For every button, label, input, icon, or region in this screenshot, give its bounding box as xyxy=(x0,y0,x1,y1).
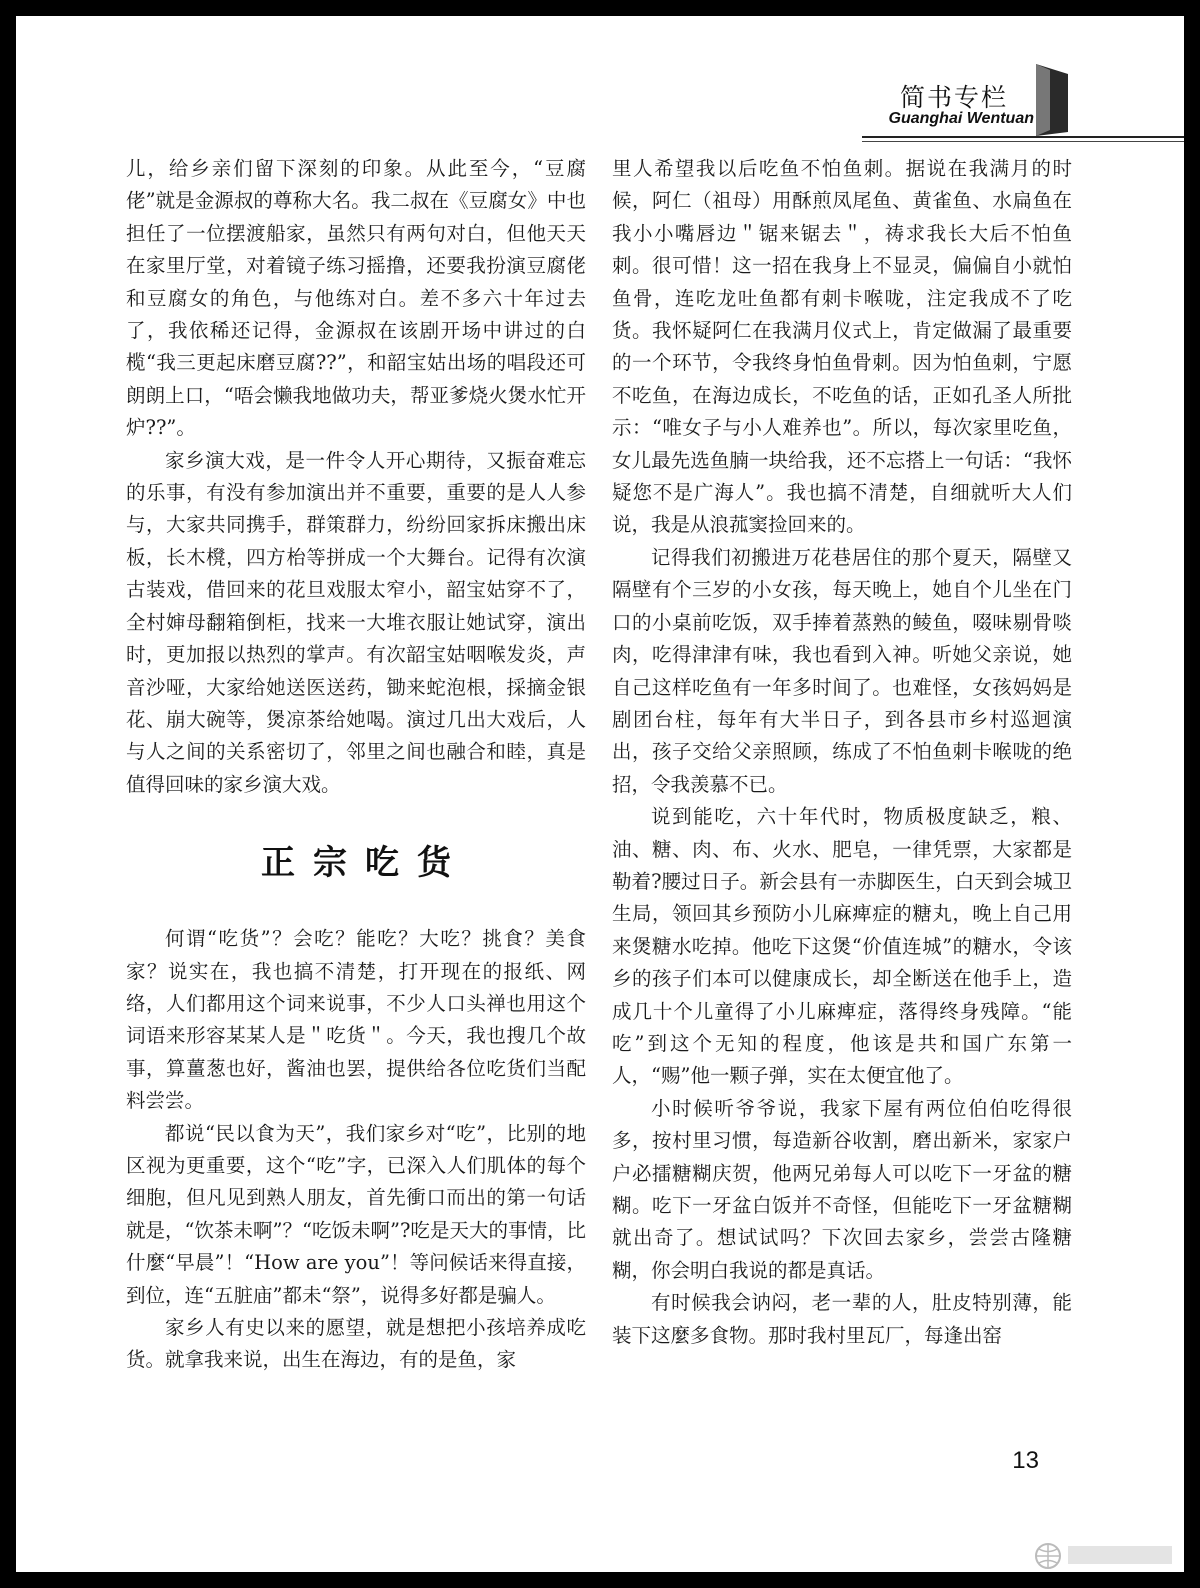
column-header xyxy=(864,64,1184,144)
paragraph: 何谓“吃货”？会吃？能吃？大吃？挑食？美食家？说实在，我也搞不清楚，打开现在的报纸、网络，人们都用这个词来说事，不少人口头禅也用这个词语来形容某某人是＂吃货＂。今天，我也搜几个故事，算薑葱也好，酱油也罢，提供给各位吃货们当配料尝尝。 xyxy=(126,927,586,1113)
book-corner-icon xyxy=(1032,64,1072,136)
paragraph: 有时候我会讷闷，老一辈的人，肚皮特别薄，能装下这麼多食物。那时我村里瓦厂，每逢出窑 xyxy=(612,1291,1072,1347)
watermark-logo-icon xyxy=(1028,1538,1178,1570)
paragraph: 家乡人有史以来的愿望，就是想把小孩培养成吃货。就拿我来说，出生在海边，有的是鱼，家 xyxy=(126,1316,586,1372)
page-number: 13 xyxy=(1012,1447,1039,1474)
section-title: 正宗吃货 xyxy=(261,843,469,884)
column-title: 简书专栏 xyxy=(899,83,1008,112)
paragraph: 小时候听爷爷说，我家下屋有两位伯伯吃得很多，按村里习惯，每造新谷收割，磨出新米，家家户户必擂糖糊庆贺，他两兄弟每人可以吃下一牙盆的糖糊。吃下一牙盆白饭并不奇怪，但能吃下一牙盆糖糊就出奇了。想试试吗？下次回去家乡，尝尝古隆糖糊，你会明白我说的都是真话。 xyxy=(612,1096,1072,1282)
column-subtitle: Guanghai Wentuan xyxy=(888,110,1034,127)
paragraph: 家乡演大戏，是一件令人开心期待，又振奋难忘的乐事，有没有参加演出并不重要，重要的是人人参与，大家共同携手，群策群力，纷纷回家拆床搬出床板，长木櫈，四方枱等拼成一个大舞台。记得有次演古装戏，借回来的花旦戏服太窄小，韶宝姑穿不了，全村婶母翻箱倒柜，找来一大堆衣服让她试穿，演出时，更加报以热烈的掌声。有次韶宝姑咽喉发炎，声音沙哑，大家给她送医送药，锄来蛇泡根，採摘金银花、崩大碗等，煲凉茶给她喝。演过几出大戏后，人与人之间的关系密切了，邻里之间也融合和睦，真是值得回味的家乡演大戏。 xyxy=(126,448,586,796)
paragraph: 儿，给乡亲们留下深刻的印象。从此至今，“豆腐佬”就是金源叔的尊称大名。我二叔在《豆腐女》中也担任了一位摆渡船家，虽然只有两句对白，但他天天在家里厅堂，对着镜子练习摇撸，还要我扮演豆腐佬和豆腐女的角色，与他练对白。差不多六十年过去了，我依稀还记得，金源叔在该剧开场中讲过的白榄“我三更起床磨豆腐??”，和韶宝姑出场的唱段还可朗朗上口，“唔会懒我地做功夫，帮亚爹烧火煲水忙开炉??”。 xyxy=(126,157,586,440)
paragraph: 说到能吃，六十年代时，物质极度缺乏，粮、油、糖、肉、布、火水、肥皂，一律凭票，大家都是勒着?腰过日子。新会县有一赤脚医生，白天到会城卫生局，领回其乡预防小儿麻痺症的糖丸，晚上自己用来煲糖水吃掉。他吃下这煲“价值连城”的糖水，令该乡的孩子们本可以健康成长，却全断送在他手上，造成几十个儿童得了小儿麻痺症，落得终身残障。“能吃”到这个无知的程度，他该是共和国广东第一人，“赐”他一颗子弹，实在太便宜他了。 xyxy=(612,805,1072,1088)
paragraph: 里人希望我以后吃鱼不怕鱼刺。据说在我满月的时候，阿仁（祖母）用酥煎凤尾鱼、黄雀鱼、水扁鱼在我小小嘴唇边＂锯来锯去＂，祷求我长大后不怕鱼刺。很可惜！这一招在我身上不显灵，偏偏自小就怕鱼骨，连吃龙吐鱼都有刺卡喉咙，注定我成不了吃货。我怀疑阿仁在我满月仪式上，肯定做漏了最重要的一个环节，令我终身怕鱼骨刺。因为怕鱼刺，宁愿不吃鱼，在海边成长，不吃鱼的话，正如孔圣人所批示：“唯女子与小人难养也”。所以，每次家里吃鱼，女儿最先选鱼腩一块给我，还不忘搭上一句话：“我怀疑您不是广海人”。我也搞不清楚，自细就听大人们说，我是从浪菰窦捡回来的。 xyxy=(612,157,1072,537)
header-rule xyxy=(862,136,1184,138)
paragraph: 记得我们初搬进万花巷居住的那个夏天，隔壁又隔壁有个三岁的小女孩，每天晚上，她自个儿坐在门口的小桌前吃饭，双手捧着蒸熟的鲮鱼，啜味剔骨啖肉，吃得津津有味，我也看到入神。听她父亲说，她自己这样吃鱼有一年多时间了。也难怪，女孩妈妈是剧团台柱，每年有大半日子，到各县市乡村巡迴演出，孩子交给父亲照顾，练成了不怕鱼刺卡喉咙的绝招，令我羡慕不已。 xyxy=(612,545,1072,796)
right-column xyxy=(612,153,1072,1352)
header-rule-thin xyxy=(862,141,1184,142)
magazine-page xyxy=(16,16,1184,1572)
paragraph: 都说“民以食为天”，我们家乡对“吃”，比别的地区视为更重要，这个“吃”字，已深入人们肌体的每个细胞，但凡见到熟人朋友，首先衝口而出的第一句话就是，“饮茶未啊”？“吃饭未啊”?吃是天大的事情，比什麼“早晨”！“How are you”！等问候话来得直接，到位，连“五脏庙”都未“祭”，说得多好都是骗人。 xyxy=(126,1121,586,1307)
left-column xyxy=(126,153,586,1377)
